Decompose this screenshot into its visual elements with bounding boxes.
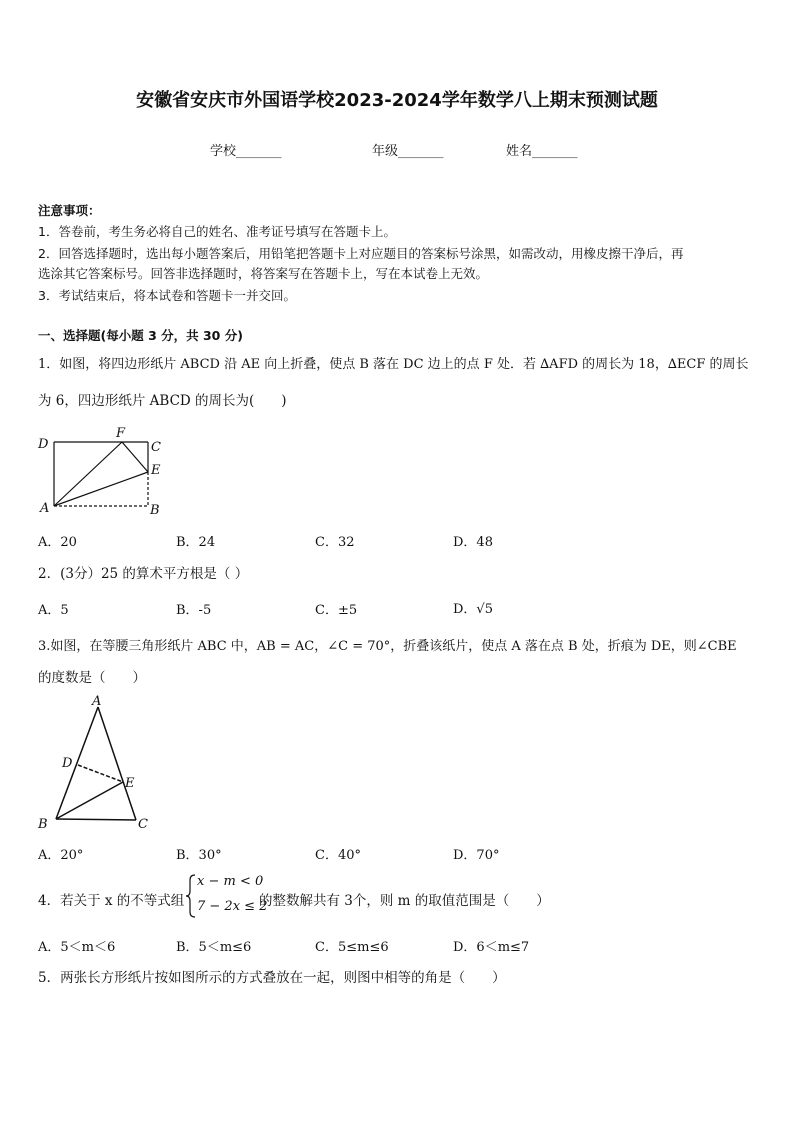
- q4-option-c[interactable]: C．5≤m≤6: [315, 940, 389, 955]
- q1-label-f: F: [116, 426, 126, 441]
- q1-label-d: D: [38, 437, 49, 452]
- q1-edge-af: [54, 442, 122, 506]
- q4-option-a[interactable]: A．5＜m＜6: [38, 940, 116, 955]
- q3-text-line1: 3.如图，在等腰三角形纸片 ABC 中，AB = AC，∠C = 70°，折叠该纸片，使点 A 落在点 B 处，折痕为 DE，则∠CBE: [38, 639, 737, 654]
- q3-figure: [30, 690, 160, 835]
- q1-option-b[interactable]: B．24: [176, 535, 216, 550]
- q3-option-b[interactable]: B．30°: [176, 848, 222, 863]
- q1-option-a[interactable]: A．20: [38, 535, 77, 550]
- q3-edge-be: [56, 782, 123, 819]
- q4-option-b[interactable]: B．5＜m≤6: [176, 940, 252, 955]
- q2-option-d[interactable]: D．√5: [453, 602, 493, 617]
- q1-label-a: A: [40, 501, 50, 516]
- q3-label-b: B: [38, 817, 48, 832]
- school-field: 学校_______: [210, 144, 282, 159]
- q1-option-c[interactable]: C．32: [315, 535, 355, 550]
- q3-option-a[interactable]: A．20°: [38, 848, 84, 863]
- q1-edge-fe: [122, 442, 148, 472]
- note-item-2-cont: 选涂其它答案标号。回答非选择题时，将答案写在答题卡上，写在本试卷上无效。: [38, 266, 489, 281]
- q4-prefix: 4．若关于 x 的不等式组: [38, 893, 185, 909]
- q1-text-line2: 为 6，四边形纸片 ABCD 的周长为( ): [38, 393, 287, 409]
- q1-label-e: E: [151, 463, 161, 478]
- notes-heading: 注意事项：: [38, 203, 101, 218]
- q3-edge-bc: [56, 819, 136, 820]
- section-heading: 一、选择题(每小题 3 分，共 30 分): [38, 328, 243, 343]
- q3-label-a: A: [92, 694, 102, 709]
- q2-option-b[interactable]: B．-5: [176, 603, 212, 618]
- q3-crease-de: [78, 765, 123, 782]
- q1-option-d[interactable]: D．48: [453, 535, 493, 550]
- q1-figure: [34, 424, 169, 520]
- q3-option-c[interactable]: C．40°: [315, 848, 361, 863]
- q2-text: 2．(3分）25 的算术平方根是（ ）: [38, 566, 249, 582]
- q3-text-line2: 的度数是（ ）: [38, 670, 146, 686]
- q4-inequality-1: x − m < 0: [197, 874, 264, 889]
- note-item-1: 1．答卷前，考生务必将自己的姓名、准考证号填写在答题卡上。: [38, 224, 396, 239]
- q4-suffix: 的整数解共有 3个，则 m 的取值范围是（ ）: [259, 893, 550, 909]
- q3-label-c: C: [138, 817, 148, 832]
- note-item-2: 2．回答选择题时，选出每小题答案后，用铅笔把答题卡上对应题目的答案标号涂黑，如需改动，用橡皮擦干净后，再: [38, 246, 684, 261]
- q1-text-line1: 1．如图，将四边形纸片 ABCD 沿 AE 向上折叠，使点 B 落在 DC 边上的点 F 处．若 ∆AFD 的周长为 18，∆ECF 的周长: [38, 357, 749, 372]
- grade-field: 年级_______: [372, 144, 444, 159]
- q4-inequality-2: 7 − 2x ≤ 2: [197, 899, 268, 914]
- name-field: 姓名_______: [506, 144, 578, 159]
- note-item-3: 3．考试结束后，将本试卷和答题卡一并交回。: [38, 288, 296, 303]
- q3-label-d: D: [62, 756, 73, 771]
- q5-text: 5．两张长方形纸片按如图所示的方式叠放在一起，则图中相等的角是（ ）: [38, 970, 506, 986]
- page-title: 安徽省安庆市外国语学校2023-2024学年数学八上期末预测试题: [136, 90, 658, 111]
- q3-edge-ac: [98, 707, 136, 820]
- q2-option-a[interactable]: A．5: [38, 603, 69, 618]
- q1-edge-ae: [54, 472, 148, 506]
- q4-option-d[interactable]: D．6＜m≤7: [453, 940, 530, 955]
- q1-label-c: C: [151, 440, 161, 455]
- q3-label-e: E: [125, 776, 135, 791]
- q4-brace: [185, 873, 197, 919]
- q3-option-d[interactable]: D．70°: [453, 848, 500, 863]
- q2-option-c[interactable]: C．±5: [315, 603, 358, 618]
- q1-label-b: B: [150, 503, 160, 518]
